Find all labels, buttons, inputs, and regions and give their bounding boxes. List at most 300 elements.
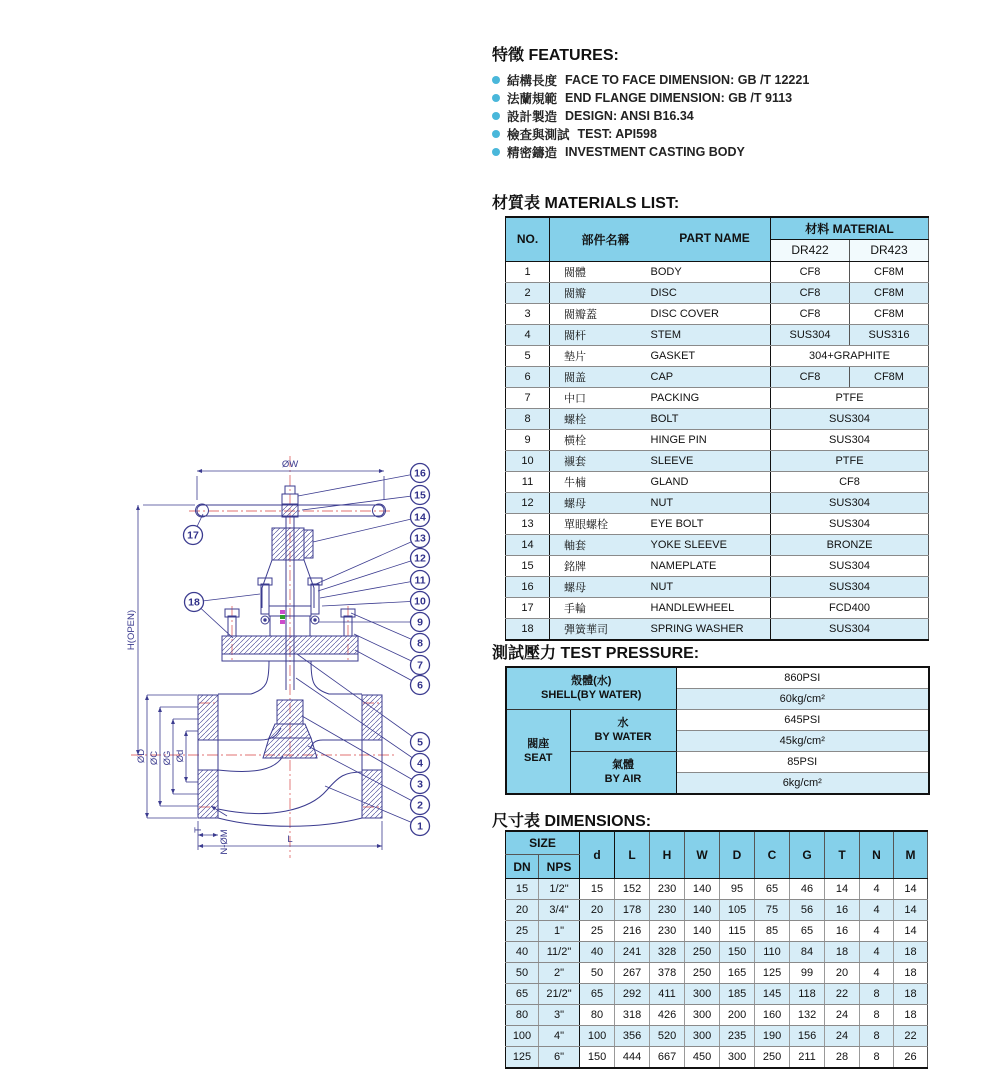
- cell-part-zh: 横栓: [550, 429, 649, 450]
- cell-part-zh: 螺母: [550, 576, 649, 597]
- materials-row: [506, 261, 929, 282]
- cell-part-zh: 閥體: [550, 261, 649, 282]
- handwheel: [196, 486, 386, 517]
- materials-row: [506, 597, 929, 618]
- svg-text:1: 1: [417, 820, 423, 833]
- cell-value: 100: [580, 1026, 615, 1047]
- cell-value: 300: [685, 1026, 720, 1047]
- cell-value: 65: [580, 984, 615, 1005]
- cell-value: 185: [720, 984, 755, 1005]
- cell-part-zh: 墊片: [550, 345, 649, 366]
- cell-value: 216: [615, 921, 650, 942]
- cell-value: 115: [720, 921, 755, 942]
- svg-text:8: 8: [417, 637, 423, 650]
- feature-zh: 精密鑄造: [507, 146, 558, 160]
- cell-value: 4: [860, 879, 894, 900]
- materials-row: [506, 576, 929, 597]
- cell-value: 250: [685, 942, 720, 963]
- svg-text:18: 18: [188, 596, 200, 609]
- materials-row: [506, 618, 929, 640]
- dim-header-C: C: [755, 831, 790, 879]
- cell-part-en: SLEEVE: [649, 450, 771, 471]
- cell-part-zh: 閥盖: [550, 366, 649, 387]
- feature-item: [492, 107, 937, 125]
- feature-zh: 檢查與測試: [507, 128, 570, 142]
- cell-part-en: DISC COVER: [649, 303, 771, 324]
- cell-value: 444: [615, 1047, 650, 1069]
- materials-table: [505, 216, 928, 641]
- cell-value: 190: [755, 1026, 790, 1047]
- test-pressure-table: [505, 666, 928, 795]
- cell-material: BRONZE: [771, 534, 929, 555]
- materials-row: [506, 408, 929, 429]
- cell-value: 178: [615, 900, 650, 921]
- cell-dn: 50: [506, 963, 539, 984]
- cell-part-en: BOLT: [649, 408, 771, 429]
- svg-text:16: 16: [414, 467, 426, 480]
- cell-material: SUS304: [771, 408, 929, 429]
- cell-value: 8: [860, 1047, 894, 1069]
- dim-header-d: d: [580, 831, 615, 879]
- cell-part-en: HINGE PIN: [649, 429, 771, 450]
- cell-value: 156: [790, 1026, 825, 1047]
- cell-value: 426: [650, 1005, 685, 1026]
- yoke-sleeve: [272, 528, 313, 560]
- materials-row: [506, 387, 929, 408]
- cell-value: 14: [894, 900, 928, 921]
- cell-nps: 1/2": [539, 879, 580, 900]
- cell-value: 14: [825, 879, 860, 900]
- cell-material: SUS304: [771, 555, 929, 576]
- cell-no: 6: [506, 366, 550, 387]
- cell-no: 13: [506, 513, 550, 534]
- materials-row: [506, 429, 929, 450]
- cell-material-dr422: CF8: [771, 282, 850, 303]
- cell-no: 14: [506, 534, 550, 555]
- cell-no: 2: [506, 282, 550, 303]
- cell-value: 65: [755, 879, 790, 900]
- cell-value: 4: [860, 900, 894, 921]
- cell-part-en: STEM: [649, 324, 771, 345]
- cell-no: 7: [506, 387, 550, 408]
- dimensions-row: [506, 963, 928, 984]
- tp-shell-kg: 60kg/cm²: [676, 689, 929, 710]
- cell-value: 99: [790, 963, 825, 984]
- tp-water-cell: 水 BY WATER: [570, 710, 676, 752]
- cell-value: 20: [580, 900, 615, 921]
- cell-value: 14: [894, 879, 928, 900]
- feature-en: FACE TO FACE DIMENSION: GB /T 12221: [565, 73, 810, 87]
- cell-part-zh: 閥杆: [550, 324, 649, 345]
- callout-17: [184, 514, 204, 545]
- cell-dn: 80: [506, 1005, 539, 1026]
- cell-dn: 15: [506, 879, 539, 900]
- cell-value: 105: [720, 900, 755, 921]
- cell-part-en: NUT: [649, 492, 771, 513]
- cell-value: 200: [720, 1005, 755, 1026]
- cell-nps: 3": [539, 1005, 580, 1026]
- cell-value: 300: [685, 984, 720, 1005]
- cell-nps: 1": [539, 921, 580, 942]
- dimensions-title: 尺寸表 DIMENSIONS:: [492, 813, 652, 830]
- cell-no: 10: [506, 450, 550, 471]
- cell-material: SUS304: [771, 429, 929, 450]
- cell-value: 300: [685, 1005, 720, 1026]
- svg-text:11: 11: [414, 574, 426, 587]
- cell-value: 250: [685, 963, 720, 984]
- materials-row: [506, 282, 929, 303]
- cell-value: 160: [755, 1005, 790, 1026]
- dim-header-D: D: [720, 831, 755, 879]
- cell-part-zh: 牛楠: [550, 471, 649, 492]
- cell-value: 50: [580, 963, 615, 984]
- cell-no: 15: [506, 555, 550, 576]
- cell-nps: 11/2": [539, 942, 580, 963]
- cell-part-en: CAP: [649, 366, 771, 387]
- cell-value: 25: [580, 921, 615, 942]
- bullet-icon: [492, 112, 500, 120]
- cell-value: 40: [580, 942, 615, 963]
- cell-value: 230: [650, 921, 685, 942]
- cell-no: 3: [506, 303, 550, 324]
- dimensions-row: [506, 879, 928, 900]
- dim-header-H: H: [650, 831, 685, 879]
- cell-value: 318: [615, 1005, 650, 1026]
- cell-value: 411: [650, 984, 685, 1005]
- cell-value: 8: [860, 1005, 894, 1026]
- cell-dn: 65: [506, 984, 539, 1005]
- cell-no: 16: [506, 576, 550, 597]
- cell-value: 267: [615, 963, 650, 984]
- cell-nps: 4": [539, 1026, 580, 1047]
- materials-row: [506, 450, 929, 471]
- materials-header-material: 材料 MATERIAL: [771, 217, 929, 239]
- svg-text:10: 10: [414, 595, 426, 608]
- cell-value: 4: [860, 942, 894, 963]
- features-list: [492, 71, 937, 161]
- svg-text:17: 17: [187, 529, 199, 542]
- cell-value: 140: [685, 921, 720, 942]
- tp-shell-psi: 860PSI: [676, 667, 929, 689]
- cell-material-dr423: CF8M: [850, 303, 929, 324]
- cell-material-dr423: CF8M: [850, 282, 929, 303]
- svg-text:3: 3: [417, 778, 423, 791]
- cell-part-zh: 中口: [550, 387, 649, 408]
- feature-zh: 設計製造: [507, 110, 558, 124]
- dim-header-nps: NPS: [539, 855, 580, 879]
- tp-water-psi: 645PSI: [676, 710, 929, 731]
- cell-value: 235: [720, 1026, 755, 1047]
- cell-value: 20: [825, 963, 860, 984]
- svg-text:9: 9: [417, 616, 423, 629]
- cell-part-zh: 單眼螺栓: [550, 513, 649, 534]
- cell-material: SUS304: [771, 618, 929, 640]
- cell-value: 24: [825, 1026, 860, 1047]
- cell-value: 150: [720, 942, 755, 963]
- feature-item: [492, 89, 937, 107]
- cell-value: 18: [894, 984, 928, 1005]
- cell-part-zh: 閥瓣: [550, 282, 649, 303]
- cell-material-dr422: CF8: [771, 261, 850, 282]
- cell-value: 300: [720, 1047, 755, 1069]
- cell-material: FCD400: [771, 597, 929, 618]
- tp-water-kg: 45kg/cm²: [676, 731, 929, 752]
- cell-part-en: GLAND: [649, 471, 771, 492]
- cell-value: 65: [790, 921, 825, 942]
- svg-text:5: 5: [417, 736, 423, 749]
- cell-nps: 21/2": [539, 984, 580, 1005]
- cell-material: PTFE: [771, 450, 929, 471]
- cell-value: 328: [650, 942, 685, 963]
- dimensions-row: [506, 1026, 928, 1047]
- cell-part-en: HANDLEWHEEL: [649, 597, 771, 618]
- dimensions-row: [506, 942, 928, 963]
- feature-en: INVESTMENT CASTING BODY: [565, 145, 745, 159]
- cell-value: 150: [580, 1047, 615, 1069]
- svg-text:15: 15: [414, 489, 426, 502]
- cell-nps: 2": [539, 963, 580, 984]
- dimensions-row: [506, 900, 928, 921]
- yoke-arms: [262, 560, 314, 608]
- valve-drawing: [55, 438, 475, 893]
- dimensions-row: [506, 921, 928, 942]
- cell-dn: 125: [506, 1047, 539, 1069]
- dim-header-G: G: [790, 831, 825, 879]
- cell-value: 356: [615, 1026, 650, 1047]
- cell-value: 22: [825, 984, 860, 1005]
- svg-text:13: 13: [414, 532, 426, 545]
- cell-value: 18: [894, 963, 928, 984]
- cell-part-zh: 襯套: [550, 450, 649, 471]
- cell-value: 520: [650, 1026, 685, 1047]
- valve-geometry: [196, 486, 386, 826]
- cell-value: 230: [650, 879, 685, 900]
- cell-no: 9: [506, 429, 550, 450]
- cell-value: 16: [825, 921, 860, 942]
- svg-text:14: 14: [414, 511, 426, 524]
- bullet-icon: [492, 76, 500, 84]
- feature-item: [492, 71, 937, 89]
- cell-value: 378: [650, 963, 685, 984]
- materials-row: [506, 534, 929, 555]
- body-neck-right: [311, 661, 362, 694]
- dim-label: H(OPEN): [126, 609, 137, 651]
- materials-row: [506, 555, 929, 576]
- dim-header-size: SIZE: [506, 831, 580, 855]
- cell-value: 152: [615, 879, 650, 900]
- dimensions-row: [506, 984, 928, 1005]
- dim-label: ØC: [149, 750, 160, 766]
- cell-material-dr422: CF8: [771, 303, 850, 324]
- bullet-icon: [492, 130, 500, 138]
- cell-no: 12: [506, 492, 550, 513]
- materials-title: 材質表 MATERIALS LIST:: [492, 195, 680, 212]
- cell-material: 304+GRAPHITE: [771, 345, 929, 366]
- materials-row: [506, 324, 929, 345]
- cell-value: 110: [755, 942, 790, 963]
- feature-en: TEST: API598: [577, 127, 657, 141]
- materials-header-partname: 部件名稱 PART NAME: [550, 217, 771, 261]
- dim-label: N-ØM: [219, 829, 230, 855]
- callout-9: [318, 613, 430, 632]
- cell-value: 28: [825, 1047, 860, 1069]
- cell-part-en: YOKE SLEEVE: [649, 534, 771, 555]
- feature-zh: 結構長度: [507, 74, 558, 88]
- cell-value: 80: [580, 1005, 615, 1026]
- cell-value: 140: [685, 879, 720, 900]
- materials-row: [506, 471, 929, 492]
- cell-value: 15: [580, 879, 615, 900]
- cell-part-zh: 手輪: [550, 597, 649, 618]
- cell-material: PTFE: [771, 387, 929, 408]
- cell-part-zh: 銘牌: [550, 555, 649, 576]
- cell-value: 8: [860, 1026, 894, 1047]
- cell-value: 56: [790, 900, 825, 921]
- dimensions-row: [506, 1005, 928, 1026]
- cell-value: 450: [685, 1047, 720, 1069]
- cell-value: 85: [755, 921, 790, 942]
- cell-value: 26: [894, 1047, 928, 1069]
- cell-nps: 3/4": [539, 900, 580, 921]
- cell-dn: 100: [506, 1026, 539, 1047]
- cell-value: 145: [755, 984, 790, 1005]
- cell-material: CF8: [771, 471, 929, 492]
- callout-16: [298, 464, 430, 497]
- cell-value: 18: [825, 942, 860, 963]
- tp-air-kg: 6kg/cm²: [676, 773, 929, 795]
- cell-value: 211: [790, 1047, 825, 1069]
- bullet-icon: [492, 148, 500, 156]
- cell-material-dr422: CF8: [771, 366, 850, 387]
- left-flange: [198, 695, 218, 818]
- cell-material: SUS304: [771, 492, 929, 513]
- cell-dn: 40: [506, 942, 539, 963]
- materials-row: [506, 366, 929, 387]
- cell-no: 4: [506, 324, 550, 345]
- cell-material-dr423: CF8M: [850, 366, 929, 387]
- cell-part-en: EYE BOLT: [649, 513, 771, 534]
- cell-no: 5: [506, 345, 550, 366]
- svg-text:4: 4: [417, 757, 423, 770]
- cell-part-zh: 閥瓣蓋: [550, 303, 649, 324]
- dim-header-T: T: [825, 831, 860, 879]
- bullet-icon: [492, 94, 500, 102]
- dim-label: T: [193, 827, 204, 833]
- cell-value: 46: [790, 879, 825, 900]
- cell-no: 17: [506, 597, 550, 618]
- cell-value: 250: [755, 1047, 790, 1069]
- cell-value: 118: [790, 984, 825, 1005]
- cell-no: 8: [506, 408, 550, 429]
- features-section: [492, 42, 937, 161]
- dim-label: L: [287, 834, 293, 845]
- tp-shell-cell: 殼體(水) SHELL(BY WATER): [506, 667, 676, 710]
- packing-marks: [280, 610, 285, 624]
- cell-value: 18: [894, 1005, 928, 1026]
- cell-part-zh: 彈簧華司: [550, 618, 649, 640]
- cell-value: 16: [825, 900, 860, 921]
- body-neck-left: [218, 661, 269, 694]
- materials-row: [506, 513, 929, 534]
- cell-part-en: NUT: [649, 576, 771, 597]
- materials-row: [506, 492, 929, 513]
- callout-18: [185, 593, 261, 639]
- cell-value: 230: [650, 900, 685, 921]
- dim-header-W: W: [685, 831, 720, 879]
- svg-text:12: 12: [414, 552, 426, 565]
- cell-value: 241: [615, 942, 650, 963]
- feature-item: [492, 143, 937, 161]
- dim-header-L: L: [615, 831, 650, 879]
- dim-header-N: N: [860, 831, 894, 879]
- cell-value: 84: [790, 942, 825, 963]
- cell-value: 24: [825, 1005, 860, 1026]
- materials-header-dr422: DR422: [771, 239, 850, 261]
- cell-nps: 6": [539, 1047, 580, 1069]
- cell-value: 132: [790, 1005, 825, 1026]
- dim-header-M: M: [894, 831, 928, 879]
- cell-material: SUS304: [771, 513, 929, 534]
- cell-dn: 20: [506, 900, 539, 921]
- features-title: 特徵 FEATURES:: [492, 47, 619, 64]
- dim-label: ØD: [136, 748, 147, 764]
- materials-row: [506, 303, 929, 324]
- cell-value: 75: [755, 900, 790, 921]
- feature-zh: 法蘭規範: [507, 92, 558, 106]
- materials-header-dr423: DR423: [850, 239, 929, 261]
- dimensions-row: [506, 1047, 928, 1069]
- cell-value: 14: [894, 921, 928, 942]
- cell-no: 18: [506, 618, 550, 640]
- dim-label: ØW: [281, 459, 299, 470]
- cell-value: 4: [860, 963, 894, 984]
- dim-header-dn: DN: [506, 855, 539, 879]
- dimensions-table: [505, 830, 928, 1069]
- cell-value: 4: [860, 921, 894, 942]
- svg-text:6: 6: [417, 679, 423, 692]
- cell-part-en: SPRING WASHER: [649, 618, 771, 640]
- feature-item: [492, 125, 937, 143]
- cell-value: 667: [650, 1047, 685, 1069]
- cell-value: 125: [755, 963, 790, 984]
- cell-value: 8: [860, 984, 894, 1005]
- cell-part-en: DISC: [649, 282, 771, 303]
- cell-value: 18: [894, 942, 928, 963]
- cell-material-dr423: CF8M: [850, 261, 929, 282]
- cell-part-en: BODY: [649, 261, 771, 282]
- materials-header-no: NO.: [506, 217, 550, 261]
- cell-value: 22: [894, 1026, 928, 1047]
- dim-label: ØG: [162, 750, 173, 766]
- cell-value: 165: [720, 963, 755, 984]
- cell-material: SUS304: [771, 576, 929, 597]
- dim-label: Ød: [175, 749, 186, 763]
- cell-part-zh: 螺母: [550, 492, 649, 513]
- cell-value: 292: [615, 984, 650, 1005]
- cell-material-dr422: SUS304: [771, 324, 850, 345]
- svg-text:7: 7: [417, 659, 423, 672]
- cell-no: 11: [506, 471, 550, 492]
- cell-part-zh: 螺栓: [550, 408, 649, 429]
- cell-part-en: PACKING: [649, 387, 771, 408]
- cell-part-en: NAMEPLATE: [649, 555, 771, 576]
- test-pressure-title: 測試壓力 TEST PRESSURE:: [492, 645, 700, 662]
- tp-seat-cell: 閥座 SEAT: [506, 710, 570, 795]
- cell-no: 1: [506, 261, 550, 282]
- tp-air-psi: 85PSI: [676, 752, 929, 773]
- materials-row: [506, 345, 929, 366]
- cell-dn: 25: [506, 921, 539, 942]
